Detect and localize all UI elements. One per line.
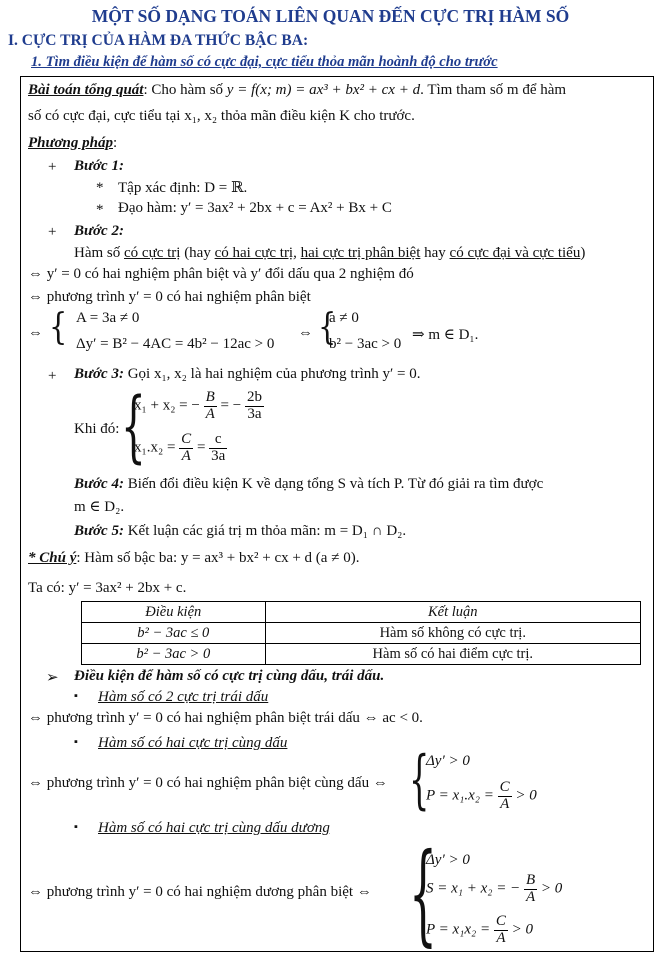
step2-label: Bước 2:: [74, 223, 124, 239]
step2-plus: +: [48, 224, 57, 240]
square-bullet-icon: ▪: [74, 736, 78, 748]
section-heading: I. CỰC TRỊ CỦA HÀM ĐA THỨC BẬC BA:: [8, 32, 309, 49]
vieta-prod-left: x₁.x₂ =: [134, 439, 176, 456]
step5-line: [74, 523, 406, 540]
step2-u1: có cực trị: [124, 245, 181, 261]
note-label: * Chú ý: [28, 550, 77, 566]
signs-heading: Điều kiện để hàm số có cực trị cùng dấu, trái dấu.: [74, 668, 385, 684]
vieta-product: [134, 432, 227, 465]
step1-star-b: *: [96, 202, 104, 218]
table-row: [82, 623, 641, 644]
note-derivative: Ta có: y′ = 3ax² + 2bx + c.: [28, 580, 187, 596]
step4-label: Bước 4:: [74, 476, 124, 492]
step2-u2: có hai cực trị: [214, 245, 294, 261]
sys1-line-a: A = 3a ≠ 0: [76, 310, 140, 326]
step3-text: Gọi x₁, x₂ là hai nghiệm của phương trình y′ = 0.: [127, 366, 421, 382]
positive-sign-cond-3-left: P = x₁x₂ =: [426, 921, 491, 938]
sys2-line-a: a ≠ 0: [329, 310, 359, 326]
step2-u4: có cực đại và cực tiểu: [449, 245, 581, 261]
same-sign-cond-2: [426, 780, 537, 813]
problem-text-1: : Cho hàm số: [143, 82, 224, 98]
subsection-heading: 1. Tìm điều kiện để hàm số có cực đại, cực tiểu thỏa mãn hoành độ cho trước: [31, 54, 498, 70]
extrema-table: [81, 601, 641, 665]
same-sign-brace: {: [409, 743, 430, 817]
vieta-sum: [134, 390, 264, 423]
sys2-line-b: b² − 3ac > 0: [329, 336, 402, 352]
positive-sign-frac-2: [494, 914, 508, 947]
vieta-prod-eq: =: [196, 439, 206, 456]
positive-sign-label: Hàm số có hai cực trị cùng dấu dương: [98, 820, 330, 836]
note-text: : Hàm số bậc ba: y = ax³ + bx² + cx + d (a ≠ 0).: [76, 550, 360, 566]
step2-mid2: hay: [424, 245, 446, 261]
vieta-sum-num1: B: [205, 389, 215, 405]
sys1-line-b: Δy′ = B² − 4AC = 4b² − 12ac > 0: [76, 336, 275, 352]
same-sign-frac: [498, 780, 512, 813]
positive-sign-den-1: A: [525, 888, 536, 905]
same-sign-cond-2-right: > 0: [515, 787, 537, 804]
vieta-prod-frac2: [209, 432, 227, 465]
same-sign-cond-1: Δy′ > 0: [426, 753, 470, 769]
step2-line-3: ⇔ phương trình y′ = 0 có hai nghiệm phân biệt: [28, 289, 311, 305]
problem-line-1: [28, 82, 566, 99]
step1-label: Bước 1:: [74, 158, 124, 174]
vieta-sum-num2: 2b: [246, 389, 262, 405]
positive-sign-num-1: B: [525, 872, 536, 888]
same-sign-num: C: [499, 779, 510, 795]
table-header-row: [82, 602, 641, 623]
vieta-sum-den2: 3a: [247, 405, 262, 422]
step3-label: Bước 3:: [74, 366, 124, 382]
positive-sign-cond-3: [426, 914, 533, 947]
step2-line-1: [74, 245, 585, 262]
table-cell: b² − 3ac ≤ 0: [82, 623, 266, 644]
vieta-prod-den2: 3a: [211, 447, 226, 464]
vieta-prod-num1: C: [181, 431, 192, 447]
step2-close: ): [580, 245, 586, 261]
step5-text: Kết luận các giá trị m thỏa mãn: m = D₁ ∩ D₂.: [127, 523, 407, 539]
step3-line: [74, 366, 421, 383]
vieta-prod-den1: A: [181, 447, 191, 464]
khido-label: Khi đó:: [74, 421, 120, 437]
vieta-sum-frac1: [204, 390, 217, 423]
step4-line-2: m ∈ D₂.: [74, 499, 125, 515]
table-cell: Hàm số không có cực trị.: [265, 623, 640, 644]
problem-formula: y = f(x; m) = ax³ + bx² + cx + d: [226, 82, 421, 98]
step4-text: Biến đổi điều kiện K về dạng tổng S và tích P. Từ đó giải ra tìm được: [127, 476, 544, 492]
step1-derivative: Đạo hàm: y′ = 3ax² + 2bx + c = Ax² + Bx + C: [118, 200, 392, 216]
opposite-sign-text: ⇔ phương trình y′ = 0 có hai nghiệm phân biệt trái dấu ⇔ ac < 0.: [28, 710, 423, 726]
vieta-prod-frac1: [179, 432, 193, 465]
method-colon: :: [112, 135, 118, 151]
table-cell: Hàm số có hai điểm cực trị.: [265, 644, 640, 665]
positive-sign-brace: {: [409, 829, 437, 957]
step1-domain: Tập xác định: D = ℝ.: [118, 180, 248, 196]
sys2-equiv: ⇔: [298, 325, 313, 341]
step3-plus: +: [48, 368, 57, 384]
table-cell: b² − 3ac > 0: [82, 644, 266, 665]
vieta-prod-num2: c: [209, 432, 227, 449]
method-label: Phương pháp: [28, 135, 113, 151]
positive-sign-text: ⇔ phương trình y′ = 0 có hai nghiệm dương phân biệt ⇔: [28, 884, 372, 900]
same-sign-den: A: [500, 795, 510, 812]
positive-sign-cond-2-right: > 0: [540, 880, 563, 897]
same-sign-text: ⇔ phương trình y′ = 0 có hai nghiệm phân biệt cùng dấu ⇔: [28, 775, 388, 791]
method-heading: [28, 135, 117, 152]
table-header-condition: Điều kiện: [82, 602, 266, 623]
same-sign-cond-2-left: P = x₁.x₂ =: [426, 787, 494, 804]
table-header-conclusion: Kết luận: [265, 602, 640, 623]
sys1-brace: {: [49, 307, 68, 348]
positive-sign-den-2: A: [496, 929, 506, 946]
problem-line-2: số có cực đại, cực tiểu tại x₁, x₂ thỏa mãn điều kiện K cho trước.: [28, 108, 415, 124]
vieta-brace: {: [121, 382, 146, 472]
positive-sign-frac-1: [524, 873, 537, 906]
step1-plus: +: [48, 159, 57, 175]
step2-u3: hai cực trị phân biệt: [300, 245, 421, 261]
vieta-sum-den1: A: [205, 405, 215, 422]
note-line: [28, 550, 359, 567]
positive-sign-cond-2-left: S = x₁ + x₂ = −: [426, 880, 521, 897]
same-sign-label: Hàm số có hai cực trị cùng dấu: [98, 735, 288, 751]
step4-line: [74, 476, 543, 493]
positive-sign-num-2: C: [495, 913, 506, 929]
positive-sign-cond-1: Δy′ > 0: [426, 852, 470, 868]
step2-mid1: (hay: [184, 245, 211, 261]
step2-comma: ,: [293, 245, 297, 261]
step1-star-a: *: [96, 180, 104, 196]
sys2-result: ⇒ m ∈ D₁.: [412, 327, 479, 343]
sys2-brace: {: [318, 307, 337, 348]
vieta-sum-frac2: [245, 390, 264, 423]
page-title: MỘT SỐ DẠNG TOÁN LIÊN QUAN ĐẾN CỰC TRỊ HÀM SỐ: [91, 6, 570, 26]
step5-label: Bước 5:: [74, 523, 124, 539]
table-row: [82, 644, 641, 665]
step2-line-2: ⇔ y′ = 0 có hai nghiệm phân biệt và y′ đổi dấu qua 2 nghiệm đó: [28, 266, 414, 282]
vieta-sum-eq: = −: [220, 397, 242, 414]
arrow-bullet-icon: ➢: [46, 670, 59, 686]
problem-label: Bài toán tổng quát: [28, 82, 144, 98]
positive-sign-cond-3-right: > 0: [511, 921, 534, 938]
square-bullet-icon: ▪: [74, 821, 78, 833]
step2-intro: Hàm số: [74, 245, 121, 261]
opposite-sign-label: Hàm số có 2 cực trị trái dấu: [98, 689, 269, 705]
positive-sign-cond-2: [426, 873, 562, 906]
square-bullet-icon: ▪: [74, 690, 78, 702]
sys1-equiv: ⇔: [28, 325, 43, 341]
problem-text-2: . Tìm tham số m để hàm: [420, 82, 567, 98]
vieta-sum-left: x₁ + x₂ = −: [134, 397, 200, 414]
